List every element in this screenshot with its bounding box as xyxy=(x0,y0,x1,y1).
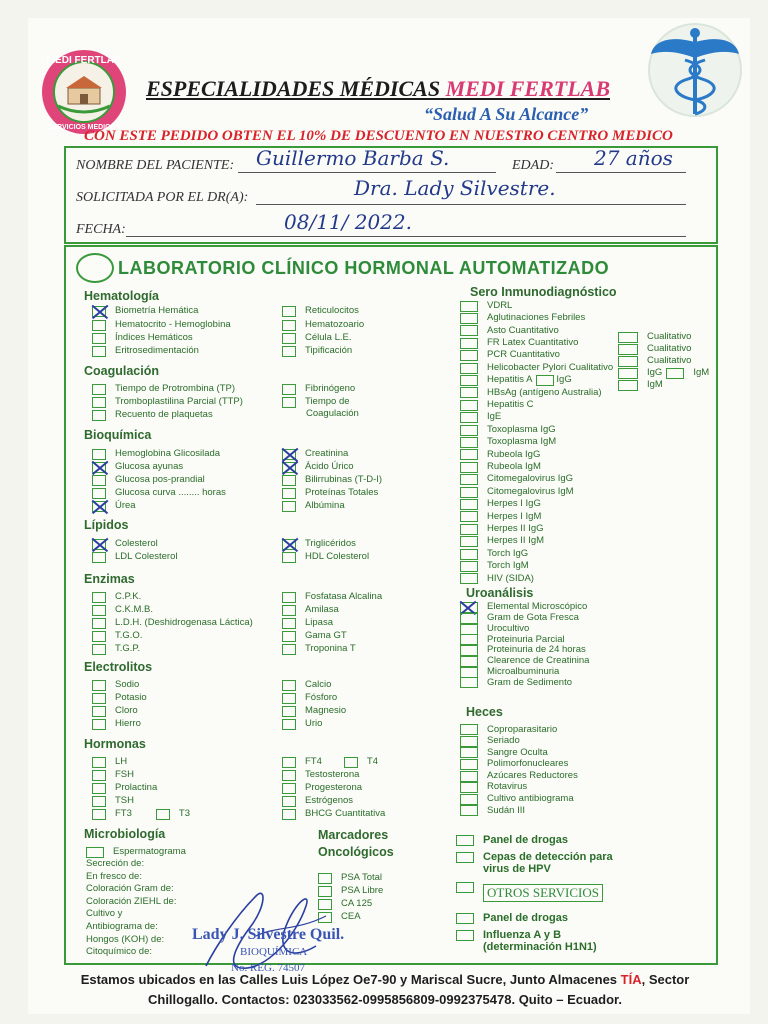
checkbox[interactable] xyxy=(460,549,478,560)
item-label: Glucosa pos-prandial xyxy=(115,474,205,485)
checkbox[interactable] xyxy=(460,602,478,613)
checkbox[interactable] xyxy=(282,796,296,807)
age-label: EDAD: xyxy=(512,158,554,173)
checkbox[interactable] xyxy=(92,552,106,563)
section-marcadores: Marcadores xyxy=(318,828,389,842)
item-label: Tiempo de xyxy=(305,396,350,407)
item-label: IgM xyxy=(647,379,663,390)
svg-text:SERVICIOS MEDICOS: SERVICIOS MEDICOS xyxy=(47,124,121,131)
item-label: Hemoglobina Glicosilada xyxy=(115,448,221,459)
checkbox[interactable] xyxy=(460,375,478,386)
checkbox[interactable] xyxy=(460,412,478,423)
item-label: Toxoplasma IgM xyxy=(487,436,557,448)
checkbox[interactable] xyxy=(92,644,106,655)
item-label: L.D.H. (Deshidrogenasa Láctica) xyxy=(115,617,253,628)
item-label: Panel de drogas xyxy=(483,912,568,924)
item-label: BHCG Cuantitativa xyxy=(305,808,386,819)
checkbox[interactable] xyxy=(86,847,104,858)
item-label: VDRL xyxy=(487,299,513,311)
item-label: En fresco de: xyxy=(86,870,142,882)
checkbox[interactable] xyxy=(282,770,296,781)
checkbox[interactable] xyxy=(536,375,554,386)
item-label: PCR Cuantitativo xyxy=(487,349,560,361)
checkbox[interactable] xyxy=(282,462,296,473)
section-enzimas: Enzimas xyxy=(84,572,135,586)
lab-checkbox-circle[interactable] xyxy=(76,253,114,283)
checkbox[interactable] xyxy=(456,930,474,941)
item-label: Cultivo y xyxy=(86,908,123,920)
checkbox[interactable] xyxy=(460,301,478,312)
checkbox[interactable] xyxy=(92,397,106,408)
checkbox[interactable] xyxy=(282,449,296,460)
lab-title: LABORATORIO CLÍNICO HORMONAL AUTOMATIZADO xyxy=(118,258,610,278)
checkbox[interactable] xyxy=(282,320,296,331)
patient-name-field[interactable]: Guillermo Barba S. xyxy=(256,146,450,170)
checkbox[interactable] xyxy=(460,499,478,510)
item-label: Sudán III xyxy=(487,804,526,816)
checkbox[interactable] xyxy=(92,706,106,717)
item-label: HIV (SIDA) xyxy=(487,572,534,584)
item-label: PSA Total xyxy=(341,872,383,883)
item-label: Recuento de plaquetas xyxy=(115,409,213,420)
item-label: Proteinuria de 24 horas xyxy=(487,644,586,656)
checkbox[interactable] xyxy=(460,656,478,667)
item-label: T.G.O. xyxy=(115,630,143,641)
item-label: Gram de Gota Fresca xyxy=(487,611,579,623)
item-label: Tipificación xyxy=(305,345,353,356)
item-label: Antibiograma de: xyxy=(86,920,158,932)
checkbox[interactable] xyxy=(282,539,296,550)
item-label: Espermatograma xyxy=(113,846,186,857)
item-label: Ácido Úrico xyxy=(305,461,354,472)
checkbox[interactable] xyxy=(92,605,106,616)
item-label: Coagulación xyxy=(306,408,359,419)
item-label: CEA xyxy=(341,911,361,922)
item-label: C.K.M.B. xyxy=(115,604,154,615)
item-label: Cualitativo xyxy=(647,331,692,342)
item-label: Sodio xyxy=(115,679,140,690)
checkbox[interactable] xyxy=(282,618,296,629)
checkbox[interactable] xyxy=(92,462,106,473)
checkbox[interactable] xyxy=(460,624,478,635)
checkbox[interactable] xyxy=(460,474,478,485)
checkbox[interactable] xyxy=(92,680,106,691)
medi-fertlab-logo xyxy=(40,48,128,136)
item-label: Albúmina xyxy=(305,500,345,511)
item-label: Progesterona xyxy=(305,782,363,793)
checkbox[interactable] xyxy=(460,667,478,678)
patient-name-label: NOMBRE DEL PACIENTE: xyxy=(76,158,235,173)
checkbox[interactable] xyxy=(282,384,296,395)
section-sero: Sero Inmunodiagnóstico xyxy=(470,285,617,299)
checkbox[interactable] xyxy=(282,488,296,499)
item-label: IgM xyxy=(693,367,710,378)
checkbox[interactable] xyxy=(460,425,478,436)
item-label: Influenza A y B xyxy=(483,929,562,941)
item-label: Lipasa xyxy=(305,617,333,628)
stamp-title: BIOQUÍMICA xyxy=(240,946,308,958)
checkbox[interactable] xyxy=(282,333,296,344)
checkbox[interactable] xyxy=(460,363,478,374)
doctor-stamp: Lady J. Silvestre Quil. xyxy=(192,926,345,943)
item-label: Torch IgM xyxy=(487,560,529,572)
item-label: Fibrinógeno xyxy=(305,383,356,394)
item-label: LDL Colesterol xyxy=(115,551,178,562)
checkbox[interactable] xyxy=(460,759,478,770)
item-label: Tromboplastilina Parcial (TTP) xyxy=(115,396,243,407)
checkbox[interactable] xyxy=(92,757,106,768)
checkbox[interactable] xyxy=(460,782,478,793)
checkbox[interactable] xyxy=(460,747,478,758)
item-label: Polimorfonucleares xyxy=(487,758,569,770)
item-label: Coloración Gram de: xyxy=(86,883,174,895)
checkbox[interactable] xyxy=(92,783,106,794)
checkbox[interactable] xyxy=(460,724,478,735)
item-label: Amilasa xyxy=(305,604,339,615)
checkbox[interactable] xyxy=(460,634,478,645)
item-label: Índices Hemáticos xyxy=(115,332,193,343)
section-microbiologia: Microbiología xyxy=(84,827,166,841)
item-label: IgG xyxy=(647,367,663,378)
item-label: Glucosa curva ........ horas xyxy=(115,487,226,498)
otros-servicios-label: OTROS SERVICIOS xyxy=(483,884,603,902)
checkbox[interactable] xyxy=(460,677,478,688)
checkbox[interactable] xyxy=(92,410,106,421)
checkbox[interactable] xyxy=(460,561,478,572)
checkbox[interactable] xyxy=(282,501,296,512)
checkbox[interactable] xyxy=(456,852,474,863)
item-label: Herpes I IgG xyxy=(487,498,541,510)
item-label: Testosterona xyxy=(305,769,360,780)
checkbox[interactable] xyxy=(282,693,296,704)
checkbox[interactable] xyxy=(282,605,296,616)
item-label: C.P.K. xyxy=(115,591,142,602)
item-label: Helicobacter Pylori Cualitativo xyxy=(487,361,614,373)
checkbox[interactable] xyxy=(282,680,296,691)
item-label: Fósforo xyxy=(305,692,338,703)
checkbox[interactable] xyxy=(460,645,478,656)
item-label: Gama GT xyxy=(305,630,347,641)
item-label: Urocultivo xyxy=(487,622,530,634)
item-label: HDL Colesterol xyxy=(305,551,370,562)
checkbox[interactable] xyxy=(460,805,478,816)
checkbox[interactable] xyxy=(460,350,478,361)
item-label: Rubeola IgG xyxy=(487,448,541,460)
checkbox[interactable] xyxy=(282,644,296,655)
checkbox[interactable] xyxy=(666,368,684,379)
item-label: Microalbuminuria xyxy=(487,665,560,677)
date-label: FECHA: xyxy=(76,222,126,237)
checkbox[interactable] xyxy=(460,511,478,522)
checkbox[interactable] xyxy=(460,313,478,324)
item-label: FR Latex Cuantitativo xyxy=(487,337,579,349)
checkbox[interactable] xyxy=(92,809,106,820)
item-label: Colesterol xyxy=(115,538,158,549)
checkbox[interactable] xyxy=(92,306,106,317)
section-electrolitos: Electrolitos xyxy=(84,660,153,674)
item-label: TSH xyxy=(115,795,134,806)
checkbox[interactable] xyxy=(344,757,358,768)
item-label: Herpes II IgG xyxy=(487,522,544,534)
item-label: PSA Libre xyxy=(341,885,384,896)
stamp-reg: No. REG. 74507 xyxy=(231,962,305,974)
checkbox[interactable] xyxy=(282,346,296,357)
item-label: Eritrosedimentación xyxy=(115,345,199,356)
checkbox[interactable] xyxy=(460,437,478,448)
checkbox[interactable] xyxy=(282,809,296,820)
item-label: Hematozoario xyxy=(305,319,365,330)
item-label: Magnesio xyxy=(305,705,347,716)
checkbox[interactable] xyxy=(92,475,106,486)
item-label: Célula L.E. xyxy=(305,332,352,343)
item-label: Citomegalovirus IgM xyxy=(487,485,574,497)
item-label: Coloración ZIEHL de: xyxy=(86,895,177,907)
checkbox[interactable] xyxy=(460,736,478,747)
checkbox[interactable] xyxy=(92,346,106,357)
item-label: Gram de Sedimento xyxy=(487,676,573,688)
section-coagulacion: Coagulación xyxy=(84,364,160,378)
item-label: Hierro xyxy=(115,718,141,729)
item-label: Cultivo antibiograma xyxy=(487,793,574,805)
section-uroanalisis: Uroanálisis xyxy=(466,586,534,600)
uroanalisis-list xyxy=(460,602,589,688)
checkbox[interactable] xyxy=(92,449,106,460)
item-label: Cepas de detección para xyxy=(483,851,613,863)
item-label: HBsAg (antígeno Australia) xyxy=(487,386,602,398)
item-label: Cualitativo xyxy=(647,355,692,366)
item-label: (determinación H1N1) xyxy=(483,941,597,953)
checkbox[interactable] xyxy=(460,794,478,805)
item-label: Biometría Hemática xyxy=(115,305,199,316)
item-label: Asto Cuantitativo xyxy=(487,324,559,336)
checkbox[interactable] xyxy=(92,618,106,629)
section-hormonas: Hormonas xyxy=(84,737,146,751)
item-label: Proteínas Totales xyxy=(305,487,379,498)
item-label: Rubeola IgM xyxy=(487,460,541,472)
checkbox[interactable] xyxy=(456,913,474,924)
svg-text:MEDI FERTLAB: MEDI FERTLAB xyxy=(46,55,122,66)
checkbox[interactable] xyxy=(282,475,296,486)
checkbox[interactable] xyxy=(460,400,478,411)
checkbox[interactable] xyxy=(92,693,106,704)
checkbox[interactable] xyxy=(156,809,170,820)
sero-list xyxy=(460,300,613,585)
checkbox[interactable] xyxy=(618,368,638,379)
item-label: CA 125 xyxy=(341,898,373,909)
microbiologia-list xyxy=(86,858,176,959)
item-label: Coproparasitario xyxy=(487,723,558,735)
checkbox[interactable] xyxy=(282,783,296,794)
section-marcadores-2: Oncológicos xyxy=(318,845,394,859)
section-bioquimica: Bioquímica xyxy=(84,428,152,442)
checkbox[interactable] xyxy=(92,539,106,550)
item-label: Estrógenos xyxy=(305,795,354,806)
item-label: Úrea xyxy=(115,500,136,511)
item-label: Proteinuria Parcial xyxy=(487,633,565,645)
item-label: Citomegalovirus IgG xyxy=(487,473,574,485)
checkbox[interactable] xyxy=(460,524,478,535)
checkbox[interactable] xyxy=(92,333,106,344)
item-label: Cloro xyxy=(115,705,138,716)
item-label: Hepatitis C xyxy=(487,399,534,411)
checkbox[interactable] xyxy=(618,332,638,343)
item-label: Rotavirus xyxy=(487,781,528,793)
slogan: “Salud A Su Alcance” xyxy=(424,104,589,124)
checkbox[interactable] xyxy=(460,613,478,624)
item-label: Cualitativo xyxy=(647,343,692,354)
item-label: IgG xyxy=(556,374,572,386)
item-label: Hepatitis A xyxy=(487,374,533,386)
checkbox[interactable] xyxy=(618,356,638,367)
checkbox[interactable] xyxy=(92,719,106,730)
item-label: Triglicéridos xyxy=(305,538,356,549)
item-label: Secreción de: xyxy=(86,858,145,869)
item-label: Clearence de Creatinina xyxy=(487,655,590,667)
item-label: Seriado xyxy=(487,735,520,747)
heces-list xyxy=(460,724,578,817)
item-label: T3 xyxy=(178,808,190,819)
item-label: Urio xyxy=(305,718,323,729)
checkbox[interactable] xyxy=(456,882,474,893)
checkbox[interactable] xyxy=(282,719,296,730)
item-label: Glucosa ayunas xyxy=(115,461,184,472)
item-label: FT3 xyxy=(115,808,132,819)
item-label: Reticulocitos xyxy=(305,305,359,316)
item-label: T4 xyxy=(366,756,378,767)
caduceus-icon xyxy=(645,20,745,125)
promo-banner: CON ESTE PEDIDO OBTEN EL 10% DE DESCUENTO EN NUESTRO CENTRO MEDICO xyxy=(84,128,673,144)
age-field[interactable]: 27 años xyxy=(594,146,673,170)
checkbox[interactable] xyxy=(460,573,478,584)
item-label: LH xyxy=(115,756,128,767)
checkbox[interactable] xyxy=(92,501,106,512)
item-label: FT4 xyxy=(305,756,322,767)
item-label: Herpes I IgM xyxy=(487,510,542,522)
item-label: Hematocrito - Hemoglobina xyxy=(115,319,231,330)
item-label: Prolactina xyxy=(115,782,158,793)
checkbox[interactable] xyxy=(318,873,332,884)
item-label: Toxoplasma IgG xyxy=(487,423,556,435)
checkbox[interactable] xyxy=(282,631,296,642)
checkbox[interactable] xyxy=(282,552,296,563)
checkbox[interactable] xyxy=(282,757,296,768)
item-label: IgE xyxy=(487,411,502,423)
section-lipidos: Lípidos xyxy=(84,518,129,532)
section-hematologia: Hematología xyxy=(84,289,160,303)
doctor-label: SOLICITADA POR EL DR(A): xyxy=(76,190,249,205)
checkbox[interactable] xyxy=(92,320,106,331)
checkbox[interactable] xyxy=(460,338,478,349)
date-field[interactable]: 08/11/ 2022. xyxy=(284,210,412,234)
checkbox[interactable] xyxy=(282,306,296,317)
item-label: Herpes II IgM xyxy=(487,535,545,547)
item-label: Aglutinaciones Febriles xyxy=(487,312,586,324)
item-label: Azúcares Reductores xyxy=(487,769,578,781)
checkbox[interactable] xyxy=(92,796,106,807)
checkbox[interactable] xyxy=(460,462,478,473)
item-label: Creatinina xyxy=(305,448,349,459)
item-label: Tiempo de Protrombina (TP) xyxy=(115,383,236,394)
checkbox[interactable] xyxy=(460,325,478,336)
item-label: Elemental Microscópico xyxy=(487,601,588,613)
checkbox[interactable] xyxy=(460,387,478,398)
checkbox[interactable] xyxy=(92,631,106,642)
checkbox[interactable] xyxy=(92,770,106,781)
item-label: Bilirrubinas (T-D-I) xyxy=(305,474,383,485)
item-label: virus de HPV xyxy=(483,863,551,875)
checkbox[interactable] xyxy=(618,344,638,355)
checkbox[interactable] xyxy=(460,449,478,460)
checkbox[interactable] xyxy=(460,487,478,498)
checkbox[interactable] xyxy=(460,771,478,782)
item-label: Torch IgG xyxy=(487,547,529,559)
checkbox[interactable] xyxy=(460,536,478,547)
checkbox[interactable] xyxy=(282,706,296,717)
item-label: Hongos (KOH) de: xyxy=(86,933,165,945)
checkbox[interactable] xyxy=(92,384,106,395)
checkbox[interactable] xyxy=(456,835,474,846)
page-title: ESPECIALIDADES MÉDICAS MEDI FERTLAB xyxy=(146,76,610,101)
section-heces: Heces xyxy=(466,705,503,719)
item-label: FSH xyxy=(115,769,134,780)
footer-address: Estamos ubicados en las Calles Luis López Oe7-90 y Mariscal Sucre, Junto Almacenes TÍA, Sector Chillogallo. Contactos: 023033562-0995856809-0992375478. Quito – Ecuador. xyxy=(80,972,690,1007)
doctor-field[interactable]: Dra. Lady Silvestre. xyxy=(354,176,556,200)
item-label: Calcio xyxy=(305,679,332,690)
item-label: Sangre Oculta xyxy=(487,746,548,758)
item-label: Panel de drogas xyxy=(483,834,568,846)
checkbox[interactable] xyxy=(282,397,296,408)
item-label: Citoquímico de: xyxy=(86,946,153,958)
checkbox[interactable] xyxy=(92,592,106,603)
checkbox[interactable] xyxy=(92,488,106,499)
checkbox[interactable] xyxy=(618,380,638,391)
checkbox[interactable] xyxy=(282,592,296,603)
item-label: T.G.P. xyxy=(115,643,141,654)
item-label: Troponina T xyxy=(305,643,356,654)
item-label: Fosfatasa Alcalina xyxy=(305,591,383,602)
item-label: Potasio xyxy=(115,692,147,703)
